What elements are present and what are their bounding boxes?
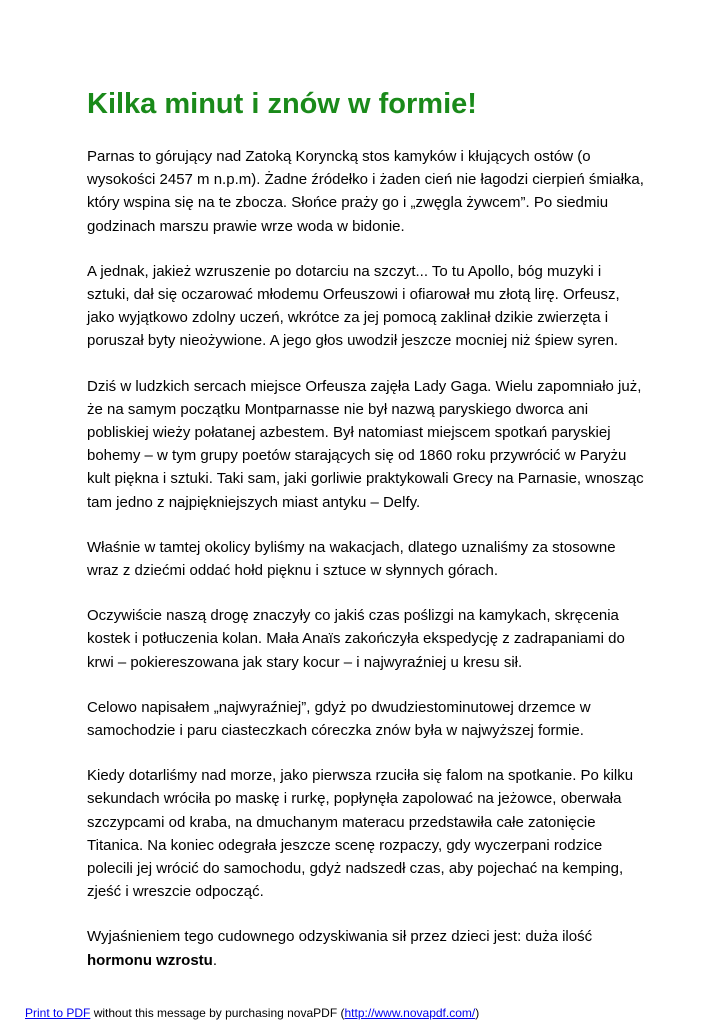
paragraph-8 [87, 925, 647, 971]
footer-close-paren: ) [475, 1006, 480, 1020]
paragraph-8-text: Wyjaśnieniem tego cudownego odzyskiwania sił przez dzieci jest: duża ilość [87, 928, 593, 946]
paragraph-4: Właśnie w tamtej okolicy byliśmy na wakacjach, dlatego uznaliśmy za stosowne wraz z dziećmi oddać hołd pięknu i sztuce w słynnych górach. [87, 538, 616, 580]
growth-hormone-bold: hormonu wzrostu [87, 951, 213, 969]
paragraph-5: Oczywiście naszą drogę znaczyły co jakiś czas poślizgi na kamykach, skręcenia kostek i potłuczenia kolan. Mała Anaïs zakończyła ekspedycję z zadrapaniami do krwi – pokiereszowana jak stary kocur – i najwyraźniej u kresu sił. [87, 607, 625, 671]
paragraph-7: Kiedy dotarliśmy nad morze, jako pierwsza rzuciła się falom na spotkanie. Po kilku sekundach wróciła po maskę i rurkę, popłynęła zapolować na jeżowce, oberwała szczypcami od kraba, na dmuchanym materacu przedstawiła całe zatonięcie Titanica. Na koniec odegrała jeszcze scenę rozpaczy, gdy wyczerpani rodzice polecili jej wrócić do samochodu, gdyż nadszedł czas, aby pojechać na kemping, zjeść i wreszcie odpocząć. [87, 767, 634, 901]
paragraph-3: Dziś w ludzkich sercach miejsce Orfeusza zajęła Lady Gaga. Wielu zapomniało już, że na samym początku Montparnasse nie był nazwą paryskiego dworca ani pobliskiej wieży połatanej azbestem. Był natomiast miejscem spotkań paryskiej bohemy – w tym grupy poetów starających się od 1860 roku przywrócić w Paryżu kult piękna i sztuki. Taki sam, jaki gorliwie praktykowali Grecy na Parnasie, wnosząc tam jedno z najpiękniejszych miast antyku – Delfy. [87, 377, 644, 511]
document-page [87, 84, 647, 994]
document-title: Kilka minut i znów w formie! [87, 88, 477, 120]
paragraph-6: Celowo napisałem „najwyraźniej”, gdyż po dwudziestominutowej drzemce w samochodzie i paru ciasteczkach córeczka znów była w najwyższej formie. [87, 698, 591, 740]
pdf-footer [25, 1005, 479, 1021]
paragraph-1: Parnas to górujący nad Zatoką Koryncką stos kamyków i kłujących ostów (o wysokości 2457 m n.p.m). Żadne źródełko i żaden cień nie łagodzi cierpień śmiałka, który wspina się na te zbocza. Słońce praży go i „zwęgla żywcem”. Po siedmiu godzinach marszu prawie wrze woda w bidonie. [87, 148, 644, 235]
footer-message: without this message by purchasing novaPDF ( [90, 1006, 345, 1020]
print-to-pdf-link[interactable]: Print to PDF [25, 1006, 91, 1020]
novapdf-url-link[interactable]: http://www.novapdf.com/ [344, 1006, 476, 1020]
paragraph-2: A jednak, jakież wzruszenie po dotarciu na szczyt... To tu Apollo, bóg muzyki i sztuki, dał się oczarować młodemu Orfeuszowi i ofiarował mu złotą lirę. Orfeusz, jako wyjątkowo zdolny uczeń, wkrótce za jej pomocą zaklinał dzikie zwierzęta i poruszał byty nieożywione. A jego głos uwodził jeszcze mocniej niż śpiew syren. [87, 262, 620, 350]
paragraph-8-end: . [212, 951, 217, 969]
